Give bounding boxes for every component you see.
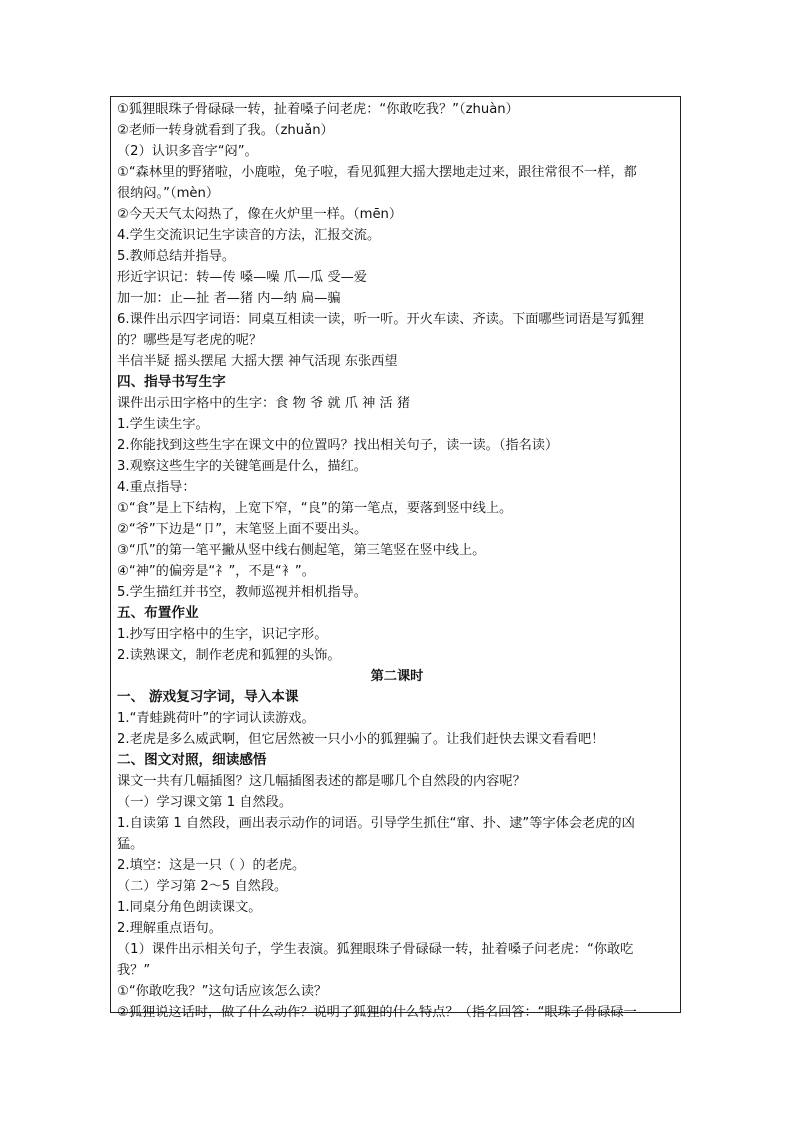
text-line: [117, 834, 677, 855]
line-text: ④“神”的偏旁是“礻”，不是“衤”。: [117, 564, 315, 579]
line-text: ③“爪”的第一笔平撇从竖中线右侧起笔，第三笔竖在竖中线上。: [117, 543, 486, 558]
text-line: [117, 561, 677, 582]
line-text: 我？”: [117, 963, 151, 978]
line-text: （一）学习课文第 1 自然段。: [117, 795, 293, 810]
text-line: [117, 498, 677, 519]
line-text: 2.理解重点语句。: [117, 921, 222, 936]
line-text: 2.读熟课文，制作老虎和狐狸的头饰。: [117, 648, 341, 663]
text-line: [117, 477, 677, 498]
text-line: [117, 204, 677, 225]
line-text: 6.课件出示四字词语：同桌互相读一读，听一听。开火车读、齐读。下面哪些词语是写狐狸: [117, 312, 644, 327]
text-line: [117, 330, 677, 351]
line-text: 2.填空：这是一只（ ）的老虎。: [117, 858, 306, 873]
text-line: [117, 162, 677, 183]
text-line: [117, 855, 677, 876]
line-text: 2.老虎是多么威武啊，但它居然被一只小小的狐狸骗了。让我们赶快去课文看看吧！: [117, 732, 605, 747]
line-text: （二）学习第 2～5 自然段。: [117, 879, 288, 894]
text-line: [117, 792, 677, 813]
line-text: 五、布置作业: [117, 605, 199, 621]
text-line: [117, 645, 677, 666]
line-text: 很纳闷。”（mèn）: [117, 186, 220, 201]
line-text: 的？哪些是写老虎的呢？: [117, 333, 263, 348]
text-line: [117, 813, 677, 834]
text-line: [117, 99, 677, 120]
line-text: 4.学生交流识记生字读音的方法，汇报交流。: [117, 228, 381, 243]
text-line: [117, 960, 677, 981]
section-heading: [117, 750, 677, 771]
line-text: 3.观察这些生字的关键笔画是什么，描红。: [117, 459, 367, 474]
line-text: ②“爷”下边是“卩”，末笔竖上面不要出头。: [117, 522, 368, 537]
line-text: ②老师一转身就看到了我。（zhuǎn）: [117, 123, 334, 138]
text-line: [117, 267, 677, 288]
line-text: 第二课时: [370, 669, 424, 684]
line-text: （1）课件出示相关句子，学生表演。狐狸眼珠子骨碌碌一转，扯着嗓子问老虎：“你敢吃: [117, 942, 634, 957]
line-text: ①狐狸眼珠子骨碌碌一转，扯着嗓子问老虎：“你敢吃我？”（zhuàn）: [117, 102, 519, 117]
line-text: （2）认识多音字“闷”。: [117, 144, 258, 159]
text-line: [117, 771, 677, 792]
line-text: 1.学生读生字。: [117, 417, 209, 432]
text-line: [117, 393, 677, 414]
text-line: [117, 582, 677, 603]
text-line: [117, 540, 677, 561]
text-line: [117, 288, 677, 309]
line-text: ②狐狸说这话时，做了什么动作？说明了狐狸的什么特点？（指名回答：“眼珠子骨碌碌一: [117, 1005, 637, 1020]
line-text: 课件出示田字格中的生字：食 物 爷 就 爪 神 活 猪: [117, 396, 411, 411]
text-line: [117, 981, 677, 1002]
lesson-title: [117, 666, 677, 687]
text-line: [117, 141, 677, 162]
line-text: 形近字识记：转—传 嗓—噪 爪—瓜 受—爱: [117, 270, 367, 285]
text-line: [117, 351, 677, 372]
line-text: 半信半疑 摇头摆尾 大摇大摆 神气活现 东张西望: [117, 354, 398, 369]
text-line: [117, 1002, 677, 1023]
text-line: [117, 708, 677, 729]
line-text: 四、指导书写生字: [117, 374, 226, 390]
text-line: [117, 897, 677, 918]
text-line: [117, 519, 677, 540]
text-line: [117, 939, 677, 960]
text-line: [117, 876, 677, 897]
text-line: [117, 729, 677, 750]
text-line: [117, 435, 677, 456]
text-line: [117, 624, 677, 645]
line-text: 1.抄写田字格中的生字，识记字形。: [117, 627, 328, 642]
text-line: [117, 120, 677, 141]
line-text: 1.“青蛙跳荷叶”的字词认读游戏。: [117, 711, 315, 726]
section-heading: [117, 603, 677, 624]
line-text: ①“食”是上下结构，上宽下窄，“良”的第一笔点，要落到竖中线上。: [117, 501, 513, 516]
line-text: 2.你能找到这些生字在课文中的位置吗？找出相关句子，读一读。（指名读）: [117, 438, 559, 453]
line-text: 5.教师总结并指导。: [117, 249, 236, 264]
line-text: 1.自读第 1 自然段，画出表示动作的词语。引导学生抓住“窜、扑、逮”等字体会老虎的凶: [117, 816, 635, 831]
line-text: 二、图文对照，细读感悟: [117, 752, 267, 768]
line-text: ①“你敢吃我？”这句话应该怎么读？: [117, 984, 328, 999]
lesson-plan-content: [117, 99, 677, 1023]
line-text: 一、 游戏复习字词，导入本课: [117, 689, 299, 705]
text-line: [117, 456, 677, 477]
text-line: [117, 225, 677, 246]
line-text: 1.同桌分角色朗读课文。: [117, 900, 262, 915]
text-line: [117, 246, 677, 267]
text-line: [117, 309, 677, 330]
line-text: 加一加：止—扯 者—猪 内—纳 扁—骗: [117, 291, 341, 306]
section-heading: [117, 372, 677, 393]
line-text: 猛。: [117, 837, 144, 852]
line-text: 4.重点指导：: [117, 480, 196, 495]
text-line: [117, 918, 677, 939]
section-heading: [117, 687, 677, 708]
line-text: 课文一共有几幅插图？这几幅插图表述的都是哪几个自然段的内容呢？: [117, 774, 526, 789]
text-line: [117, 183, 677, 204]
line-text: ①“森林里的野猪啦，小鹿啦，兔子啦，看见狐狸大摇大摆地走过来，跟往常很不一样，都: [117, 165, 637, 180]
text-line: [117, 414, 677, 435]
line-text: 5.学生描红并书空，教师巡视并相机指导。: [117, 585, 367, 600]
line-text: ②今天天气太闷热了，像在火炉里一样。（mēn）: [117, 207, 403, 222]
